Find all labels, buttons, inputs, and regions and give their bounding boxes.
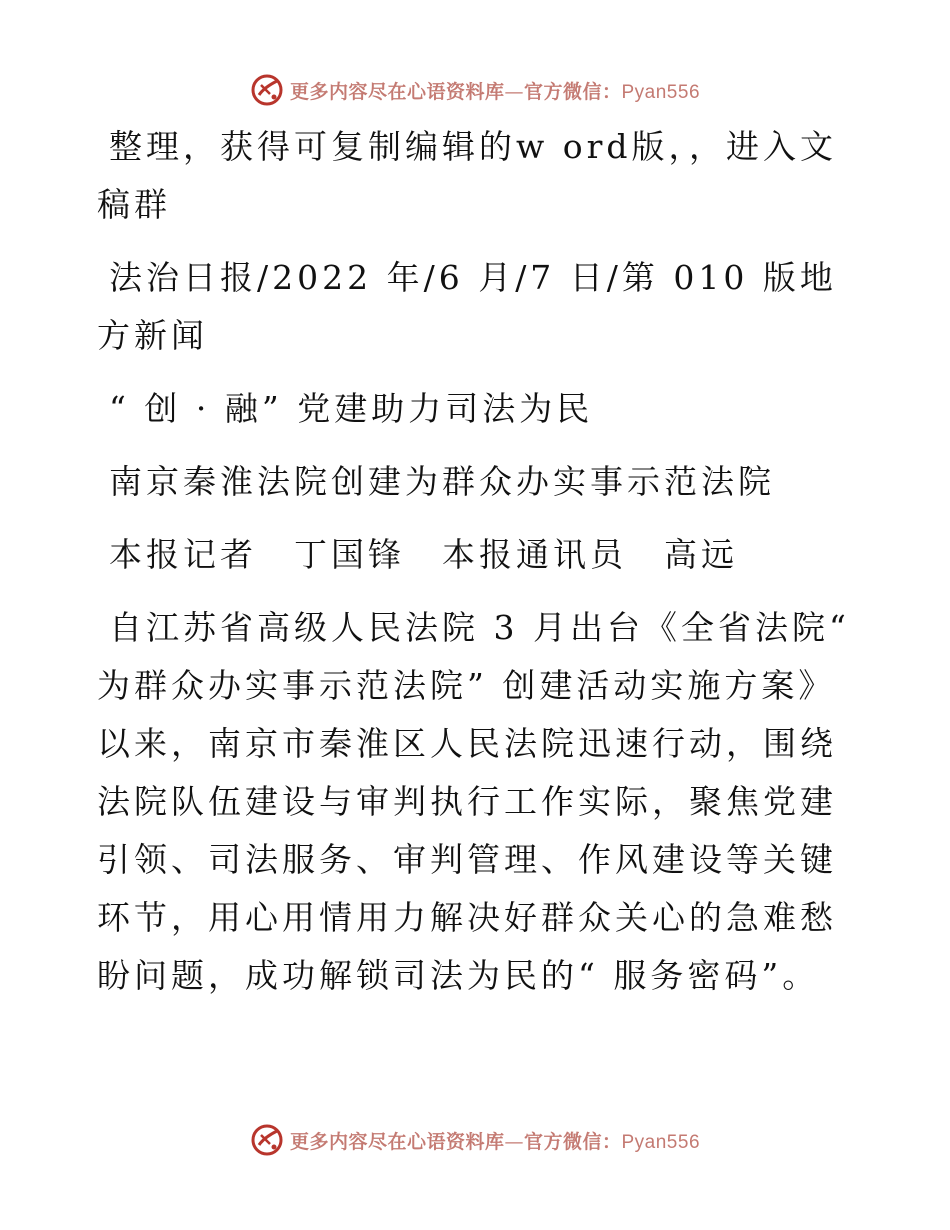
book-pen-logo-icon: [250, 73, 284, 107]
watermark-dash: —: [504, 80, 524, 103]
paragraph-subheadline: 南京秦淮法院创建为群众办实事示范法院: [109, 462, 775, 501]
watermark-suffix-label: 官方微信：: [523, 1130, 622, 1153]
paragraph-source: 法治日报/2022 年/6 月/7 日/第 010 版地方新闻: [97, 258, 837, 355]
watermark-dash: —: [504, 1130, 524, 1153]
book-pen-logo-icon: [250, 1123, 284, 1157]
watermark-wechat-id: Pyan556: [621, 81, 701, 103]
watermark-wechat-id: Pyan556: [621, 1131, 701, 1153]
paragraph-byline: 本报记者 丁国锋 本报通讯员 高远: [109, 535, 738, 574]
footer-watermark: [0, 1120, 950, 1160]
watermark-suffix-label: 官方微信：: [523, 80, 622, 103]
paragraph-intro: 整理，获得可复制编辑的w ord版，，进入文稿群: [97, 127, 838, 224]
paragraph-article-lead: 自江苏省高级人民法院 3 月出台《全省法院“ 为群众办实事示范法院” 创建活动实施方案》以来，南京市秦淮区人民法院迅速行动，围绕法院队伍建设与审判执行工作实际，聚焦党建引领、司法服务、审判管理、作风建设等关键环节，用心用情用力解决好群众关心的急难愁盼问题，成功解锁司法为民的“ 服务密码”。: [97, 608, 850, 995]
document-body: [97, 118, 857, 1020]
paragraph-headline: “ 创 · 融” 党建助力司法为民: [109, 389, 594, 428]
header-watermark: [0, 70, 950, 110]
watermark-text: 更多内容尽在心语资料库: [289, 1130, 505, 1153]
watermark-text: 更多内容尽在心语资料库: [289, 80, 505, 103]
